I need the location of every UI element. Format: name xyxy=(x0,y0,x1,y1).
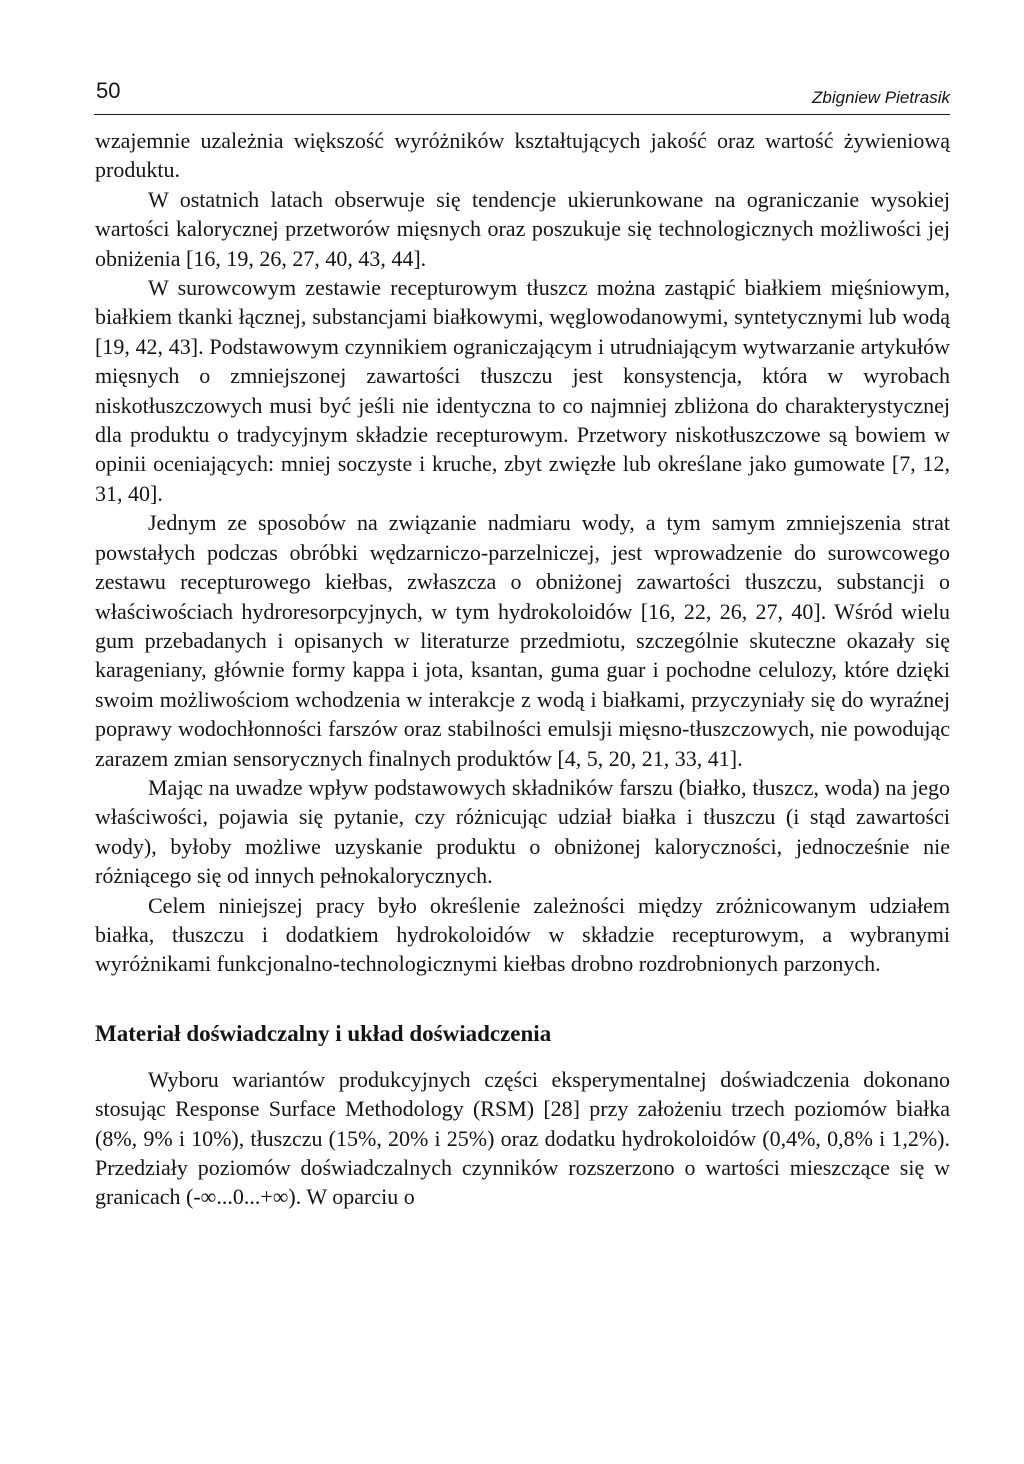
page-number: 50 xyxy=(96,78,121,103)
paragraph: Celem niniejszej pracy było określenie zależności między zróżnicowanym udziałem białka, tłuszczu i dodatkiem hydrokoloidów w składzie recepturowym, a wybranymi wyróżnikami funkcjonalno-technologicznymi kiełbas drobno rozdrobnionych parzonych. xyxy=(95,892,950,977)
paragraph: W ostatnich latach obserwuje się tendencje ukierunkowane na ograniczanie wysokiej wartości kalorycznej przetworów mięsnych oraz poszukuje się technologicznych możliwości jej obniżenia [16, 19, 26, 27, 40, 43, 44]. xyxy=(95,186,950,271)
running-header xyxy=(94,74,950,115)
paragraph: W surowcowym zestawie recepturowym tłuszcz można zastąpić białkiem mięśniowym, białkiem tkanki łącznej, substancjami białkowymi, węglowodanowymi, syntetycznymi lub wodą [19, 42, 43]. Podstawowym czynnikiem ograniczającym i utrudniającym wytwarzanie artykułów mięsnych o zmniejszonej zawartości tłuszczu jest konsystencja, która w wyrobach niskotłuszczowych musi być jeśli nie identyczna to co najmniej zbliżona do charakterystycznej dla produktu o tradycyjnym składzie recepturowym. Przetwory niskotłuszczowe są bowiem w opinii oceniających: mniej soczyste i kruche, zbyt zwięzłe lub określane jako gumowate [7, 12, 31, 40]. xyxy=(95,275,950,506)
section-heading: Materiał doświadczalny i układ doświadczenia xyxy=(95,1020,552,1046)
running-header-author: Zbigniew Pietrasik xyxy=(812,88,950,107)
paragraph: Jednym ze sposobów na związanie nadmiaru wody, a tym samym zmniejszenia strat powstałych podczas obróbki wędzarniczo-parzelniczej, jest wprowadzenie do surowcowego zestawu recepturowego kiełbas, zwłaszcza o obniżonej zawartości tłuszczu, substancji o właściwościach hydroresorpcyjnych, w tym hydrokoloidów [16, 22, 26, 27, 40]. Wśród wielu gum przebadanych i opisanych w literaturze przedmiotu, szczególnie skuteczne okazały się karageniany, głównie formy kappa i jota, ksantan, guma guar i pochodne celulozy, które dzięki swoim możliwościom wchodzenia w interakcje z wodą i białkami, przyczyniały się do wyraźnej poprawy wodochłonności farszów oraz stabilności emulsji mięsno-tłuszczowych, nie powodując zarazem zmian sensorycznych finalnych produktów [4, 5, 20, 21, 33, 41]. xyxy=(95,510,950,771)
paragraph: Mając na uwadze wpływ podstawowych składników farszu (białko, tłuszcz, woda) na jego właściwości, pojawia się pytanie, czy różnicując udział białka i tłuszczu (i stąd zawartości wody), byłoby możliwe uzyskanie produktu o obniżonej kaloryczności, jednocześnie nie różniącego się od innych pełnokalorycznych. xyxy=(95,774,950,889)
body-text xyxy=(95,126,950,1212)
paragraph: wzajemnie uzależnia większość wyróżników kształtujących jakość oraz wartość żywieniową produktu. xyxy=(95,128,950,183)
paragraph: Wyboru wariantów produkcyjnych części eksperymentalnej doświadczenia dokonano stosując Response Surface Methodology (RSM) [28] przy założeniu trzech poziomów białka (8%, 9% i 10%), tłuszczu (15%, 20% i 25%) oraz dodatku hydrokoloidów (0,4%, 0,8% i 1,2%). Przedziały poziomów doświadczalnych czynników rozszerzono o wartości mieszczące się w granicach (-∞...0...+∞). W oparciu o xyxy=(95,1066,950,1210)
